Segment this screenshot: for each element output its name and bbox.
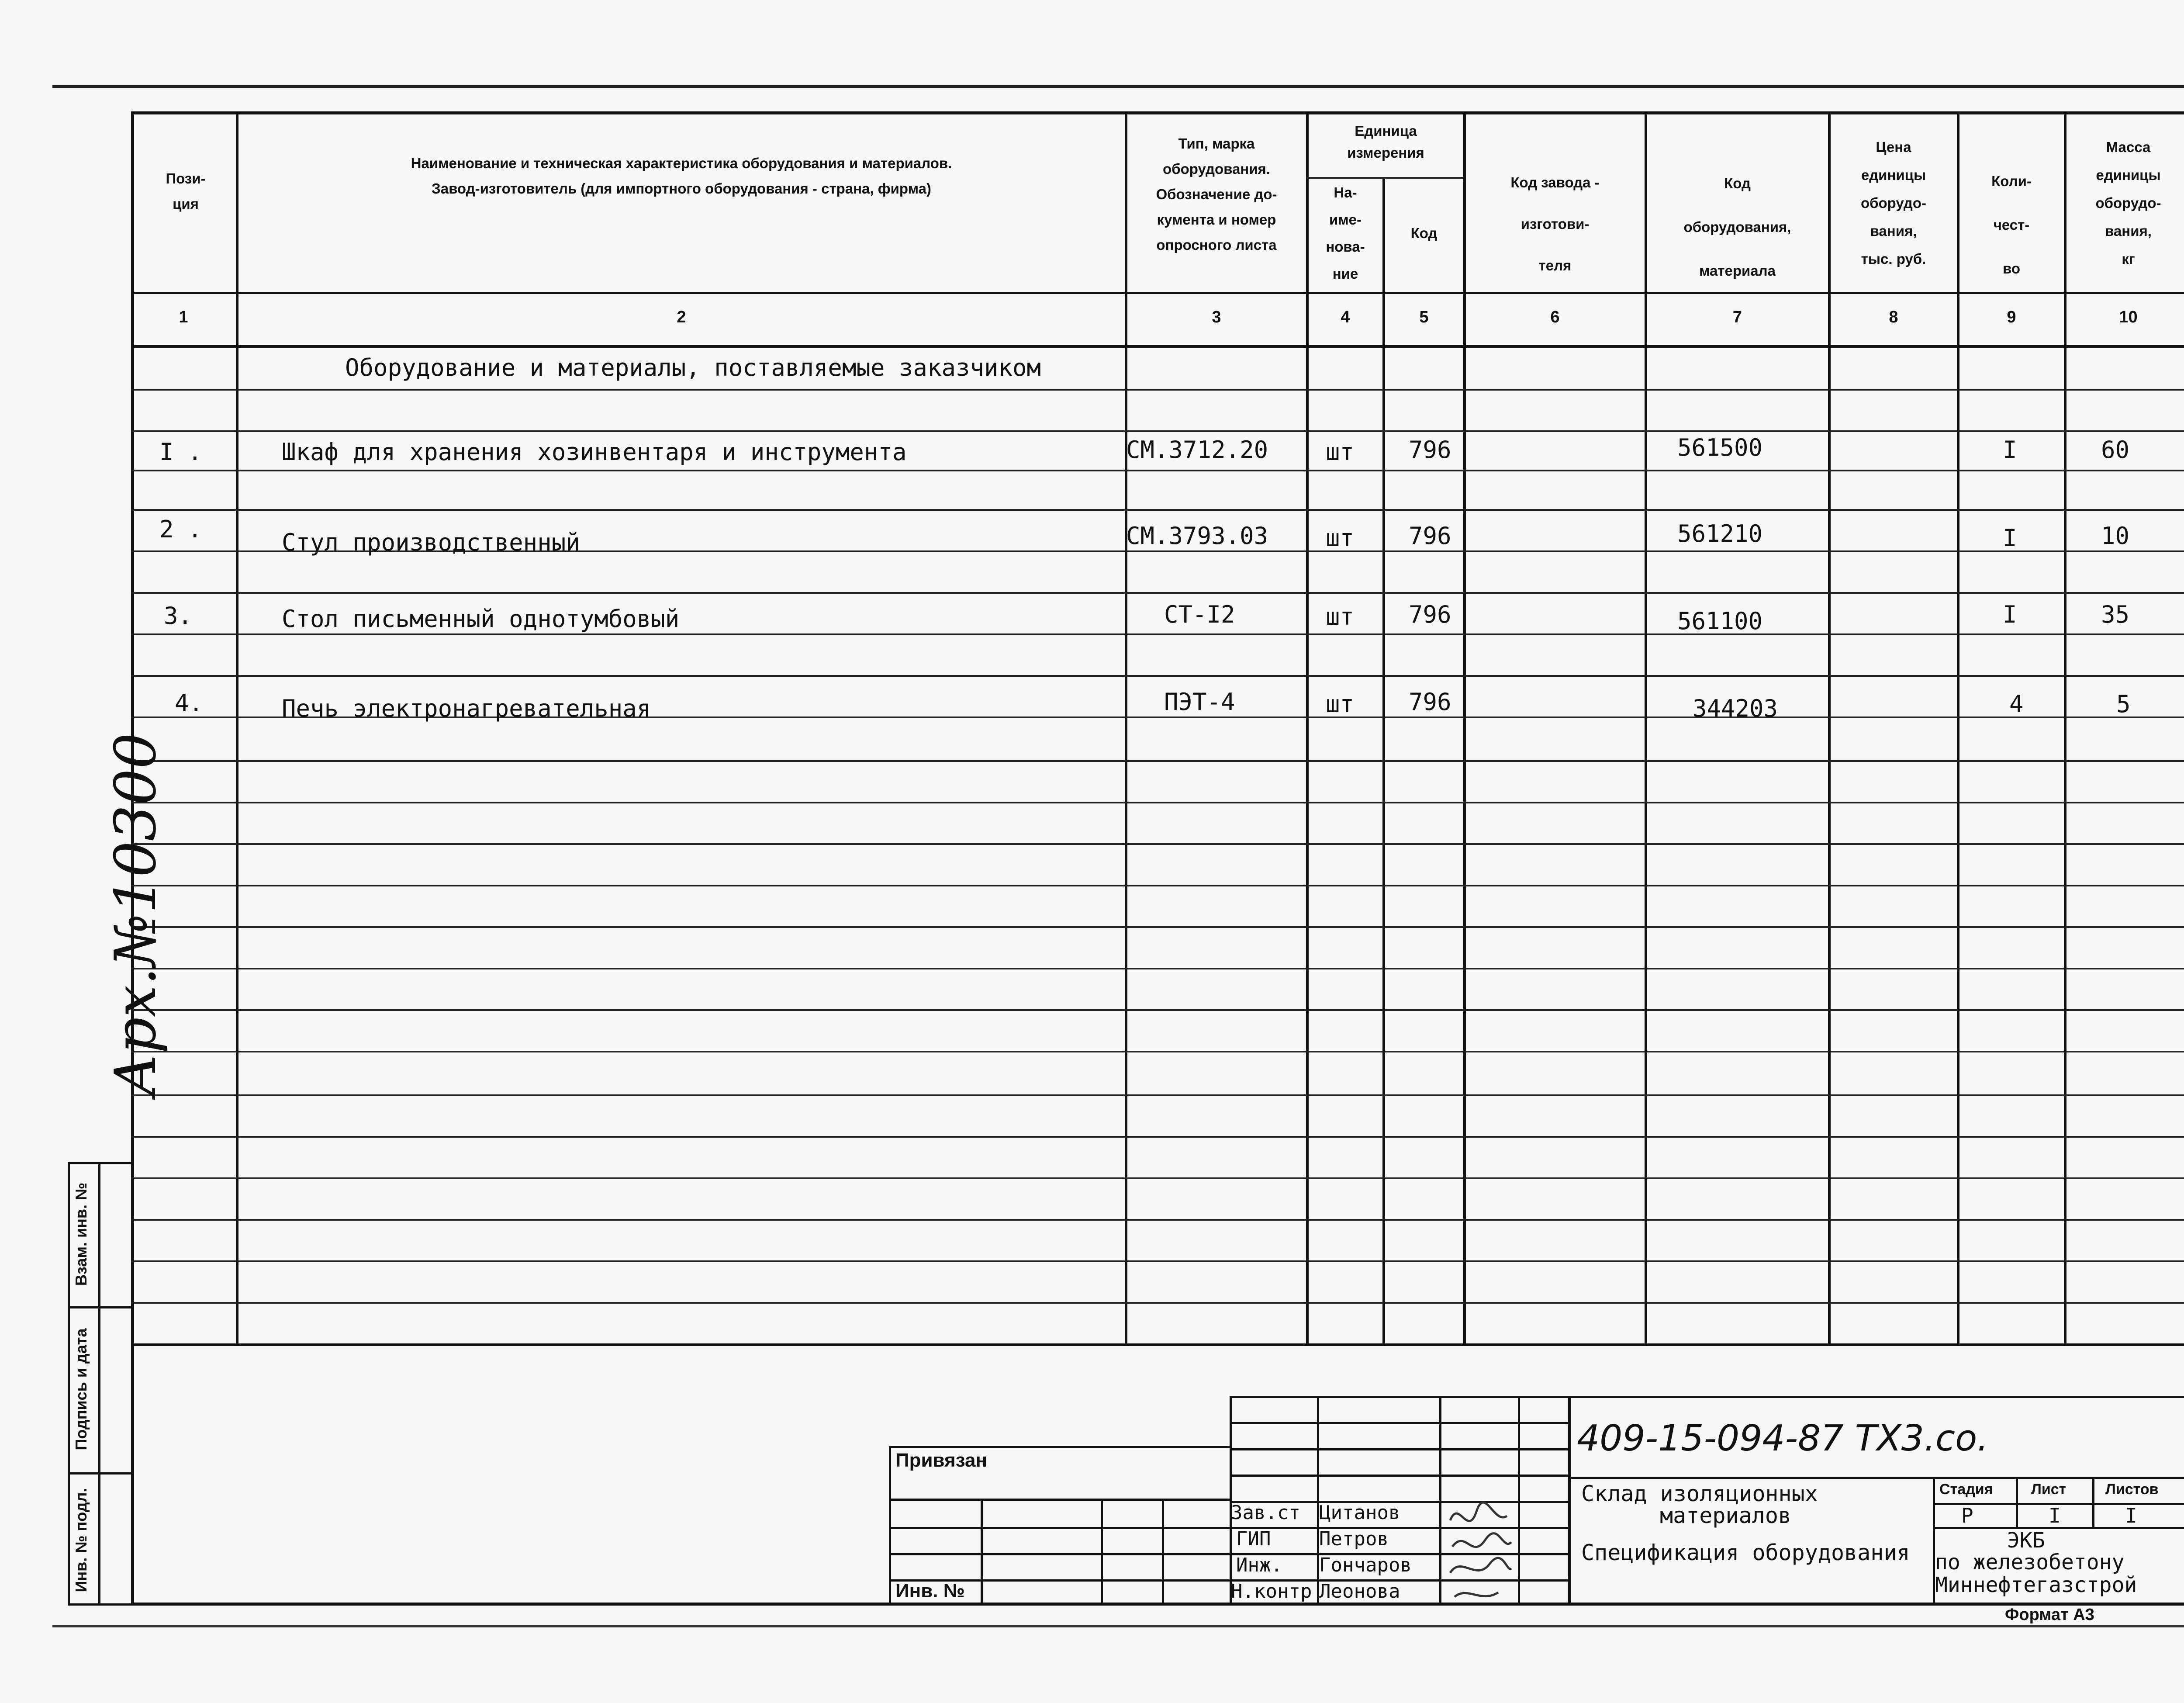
attached-box-line <box>889 1446 891 1606</box>
row-4-position: 4. <box>175 689 204 717</box>
row-line <box>131 1051 2184 1052</box>
attached-box-line <box>889 1446 1230 1448</box>
row-2-quantity: I <box>2003 524 2017 552</box>
header-unit-group: Единица измерения <box>1347 123 1424 161</box>
signature-mark <box>1450 1502 1507 1521</box>
row-3-mass: 35 <box>2101 601 2130 628</box>
header-equipment-code: Код оборудования, материала <box>1683 175 1791 279</box>
column-number: 9 <box>2007 308 2016 326</box>
title-block-line <box>1230 1448 1568 1450</box>
column-number: 10 <box>2119 308 2138 326</box>
side-stamp-line <box>68 1306 131 1308</box>
col-divider-5 <box>1463 111 1466 1343</box>
row-line <box>131 1219 2184 1221</box>
row-3-code: 796 <box>1409 601 1451 628</box>
row-4-quantity: 4 <box>2009 690 2024 718</box>
row-1-quantity: I <box>2003 436 2017 464</box>
row-4-name: Печь электронагревательная <box>282 695 651 722</box>
header-unit-name: На- име- нова- ние <box>1326 184 1365 282</box>
side-stamp-border <box>68 1162 70 1606</box>
staff-role: Н.контр <box>1231 1580 1312 1603</box>
col-divider-6 <box>1645 111 1647 1343</box>
row-1-equipment-code: 561500 <box>1677 434 1763 461</box>
org-line-2: по железобетону <box>1935 1550 2125 1575</box>
title-block-line <box>1568 1477 2184 1479</box>
attached-box-line <box>889 1553 1230 1555</box>
header-bottom-line <box>131 292 2184 294</box>
table-body-bottom-line <box>131 1343 2184 1346</box>
col-divider-8 <box>1957 111 1959 1343</box>
side-stamp-line <box>68 1472 131 1475</box>
side-signature-date: Подпись и дата <box>72 1328 90 1450</box>
header-price: Цена единицы оборудо- вания, тыс. руб. <box>1860 139 1927 267</box>
sheets-label: Листов <box>2105 1481 2159 1498</box>
row-2-mass: 10 <box>2101 522 2130 550</box>
title-block-line <box>1230 1422 1568 1424</box>
column-number: 5 <box>1419 308 1429 326</box>
col-divider-3 <box>1306 111 1309 1343</box>
row-line <box>131 389 2184 391</box>
header-name: Наименование и техническая характеристика оборудования и материалов. Завод-изготовитель (для импортного оборудования - страна, фирма) <box>411 155 952 197</box>
row-line <box>131 430 2184 432</box>
signatures-scribble <box>1441 1499 1516 1608</box>
row-3-name: Стол письменный однотумбовый <box>282 605 680 633</box>
row-4-equipment-code: 344203 <box>1693 695 1778 722</box>
unit-group-line <box>1306 177 1463 179</box>
row-line <box>131 885 2184 886</box>
row-1-name: Шкаф для хранения хозинвентаря и инструмента <box>282 438 907 466</box>
row-4-mass: 5 <box>2116 690 2131 718</box>
colnum-bottom-line <box>131 345 2184 348</box>
column-number: 1 <box>179 308 188 326</box>
title-block-line <box>2092 1477 2094 1527</box>
row-line <box>131 1094 2184 1096</box>
attached-box-line <box>1101 1499 1103 1606</box>
header-mass: Масса единицы оборудо- вания, кг <box>2095 139 2161 267</box>
attached-box-line <box>981 1499 983 1606</box>
org-line-3: Миннефтегазстрой <box>1935 1573 2137 1597</box>
row-line <box>131 592 2184 594</box>
attached-label: Привязан <box>895 1450 988 1471</box>
row-line <box>131 1136 2184 1138</box>
staff-role: Зав.ст <box>1231 1502 1300 1524</box>
row-line <box>131 1177 2184 1179</box>
title-block-line <box>1568 1396 1571 1606</box>
side-stamp-border <box>98 1162 100 1606</box>
column-number: 6 <box>1550 308 1560 326</box>
row-4-code: 796 <box>1409 688 1451 716</box>
column-number: 2 <box>677 308 686 326</box>
row-line <box>131 509 2184 511</box>
row-line <box>131 633 2184 635</box>
sheet-bottom-border <box>52 1625 2184 1627</box>
row-line <box>131 1302 2184 1304</box>
col-divider-7 <box>1828 111 1831 1343</box>
side-replaced-inv: Взам. инв. № <box>72 1182 90 1286</box>
column-number: 3 <box>1212 308 1221 326</box>
title-block-line <box>1230 1475 1568 1477</box>
row-1-unit: шт <box>1326 438 1355 466</box>
row-line <box>131 802 2184 803</box>
staff-name: Цитанов <box>1319 1502 1400 1524</box>
sheets-value: I <box>2125 1504 2137 1527</box>
object-name-line-2: материалов <box>1660 1503 1792 1528</box>
attached-box-line <box>1162 1499 1164 1606</box>
title-block-line <box>2016 1477 2018 1527</box>
row-line <box>131 470 2184 471</box>
signature-mark <box>1450 1558 1511 1573</box>
row-1-type: СМ.3712.20 <box>1126 436 1268 464</box>
sheet-label: Лист <box>2031 1481 2067 1498</box>
staff-role: ГИП <box>1236 1528 1271 1550</box>
row-line <box>131 926 2184 928</box>
specification-table-frame <box>131 111 2184 1606</box>
row-2-position: 2 . <box>159 516 202 543</box>
sheet-value: I <box>2049 1504 2061 1527</box>
staff-role: Инж. <box>1236 1554 1282 1576</box>
row-1-code: 796 <box>1409 436 1451 464</box>
side-stamp-line <box>68 1603 131 1606</box>
row-1-mass: 60 <box>2101 436 2130 464</box>
org-line-1: ЭКБ <box>2007 1528 2045 1553</box>
header-quantity: Коли- чест- во <box>1991 173 2032 277</box>
row-2-unit: шт <box>1326 524 1355 552</box>
col-divider-9 <box>2064 111 2067 1343</box>
staff-name: Леонова <box>1319 1580 1400 1603</box>
row-line <box>131 1260 2184 1262</box>
column-number: 4 <box>1341 308 1350 326</box>
header-position: Пози- ция <box>166 170 206 212</box>
title-block-line <box>1230 1527 1568 1529</box>
side-original-inv: Инв. № подл. <box>72 1488 90 1592</box>
stage-label: Стадия <box>1939 1481 1993 1498</box>
row-line <box>131 1009 2184 1011</box>
row-3-quantity: I <box>2003 601 2017 628</box>
col-divider-1 <box>236 111 238 1343</box>
row-line <box>131 968 2184 969</box>
document-title: Спецификация оборудования <box>1581 1540 1910 1565</box>
header-plant-code: Код завода - изготови- теля <box>1510 174 1600 273</box>
section-title: Оборудование и материалы, поставляемые заказчиком <box>345 354 1041 381</box>
signature-mark <box>1452 1533 1511 1547</box>
row-3-type: СТ-I2 <box>1164 601 1235 628</box>
row-2-equipment-code: 561210 <box>1677 520 1763 547</box>
staff-name: Гончаров <box>1319 1554 1412 1576</box>
row-3-equipment-code: 561100 <box>1677 607 1763 635</box>
stage-value: Р <box>1961 1504 1973 1527</box>
attached-box-line <box>889 1527 1230 1529</box>
row-line <box>131 675 2184 677</box>
attached-box-line <box>889 1499 1230 1501</box>
object-name-line-1: Склад изоляционных <box>1581 1481 1818 1506</box>
staff-name: Петров <box>1319 1528 1389 1550</box>
row-1-position: I . <box>159 438 202 466</box>
column-number: 7 <box>1732 308 1742 326</box>
format-label: Формат А3 <box>2005 1606 2094 1624</box>
row-line <box>131 760 2184 762</box>
archive-number: Арх.№10300 <box>102 733 169 1097</box>
row-line <box>131 843 2184 845</box>
row-2-type: СМ.3793.03 <box>1126 522 1268 550</box>
row-3-position: 3. <box>164 602 193 630</box>
row-4-type: ПЭТ-4 <box>1164 688 1235 716</box>
row-4-unit: шт <box>1326 690 1355 718</box>
column-number: 8 <box>1889 308 1898 326</box>
row-3-unit: шт <box>1326 603 1355 630</box>
row-2-code: 796 <box>1409 522 1451 550</box>
document-designation: 409-15-094-87 ТХ3.со. <box>1577 1418 1989 1459</box>
title-block-top-line <box>1230 1396 2184 1398</box>
header-type: Тип, марка оборудования. Обозначение до- кумента и номер опросного листа <box>1156 135 1277 253</box>
inventory-label: Инв. № <box>895 1580 965 1602</box>
row-2-name: Стул производственный <box>282 529 580 556</box>
header-unit-code: Код <box>1410 225 1438 241</box>
col-divider-2 <box>1125 111 1127 1343</box>
sheet-top-border <box>52 85 2184 88</box>
signature-mark <box>1455 1592 1498 1597</box>
